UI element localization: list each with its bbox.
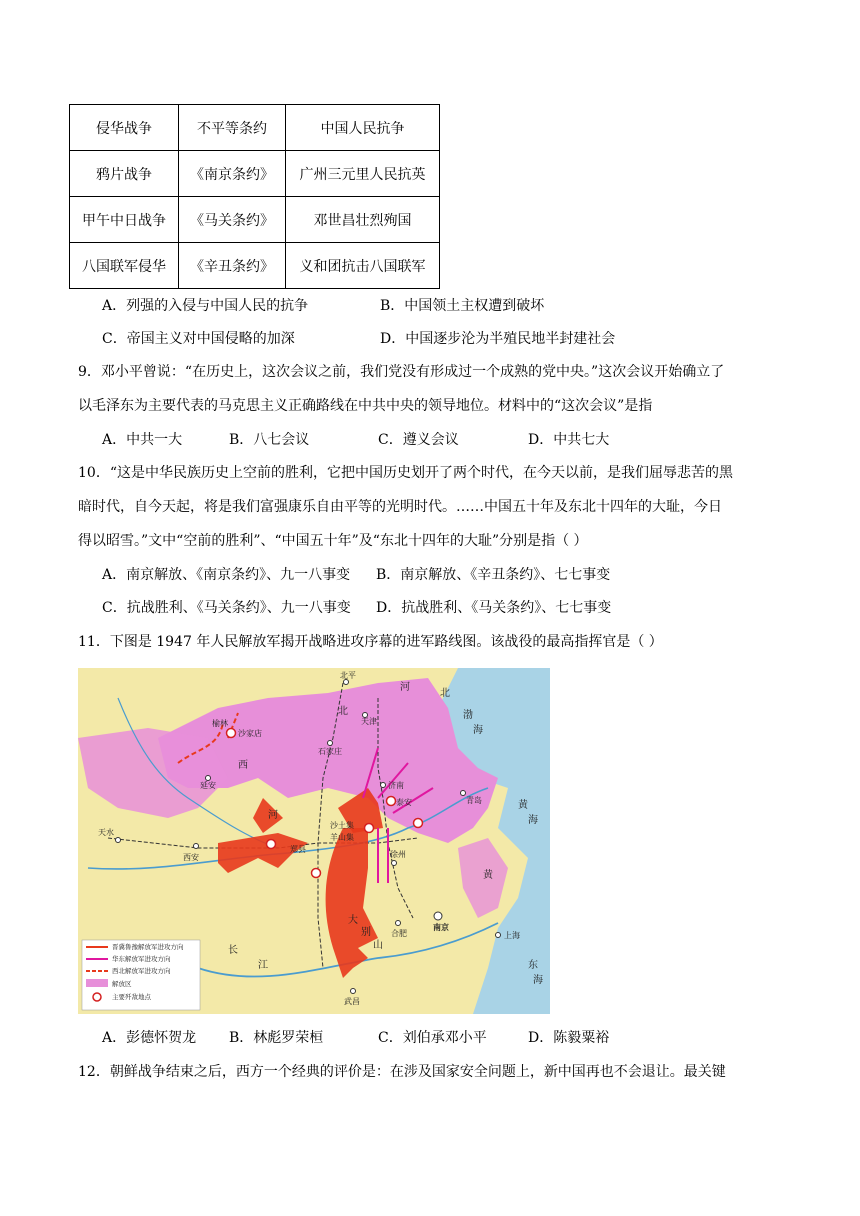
map-label: 长 (228, 945, 238, 956)
table-cell: 广州三元里人民抗英 (286, 151, 440, 197)
city-marker-xian (194, 844, 199, 849)
city-marker-xuzhou (392, 861, 397, 866)
map-label: 西安 (183, 853, 199, 862)
map-label: 山 (373, 940, 383, 951)
legend-battle-icon (93, 993, 101, 1001)
map-label: 北 (440, 688, 450, 699)
table-cell: 《南京条约》 (179, 151, 286, 197)
map-label: 江 (258, 960, 268, 971)
map-label: 青岛 (466, 796, 482, 805)
map-label: 天水 (98, 828, 114, 837)
legend-label: 西北解放军进攻方向 (112, 967, 171, 975)
map-label: 榆林 (212, 719, 228, 728)
battle-marker-east (414, 819, 423, 828)
map-label: 黄 (518, 800, 528, 811)
map-label: 济南 (388, 781, 404, 790)
map-label: 别 (361, 927, 371, 938)
table-header-cell: 侵华战争 (70, 105, 179, 151)
map-label: 北 (338, 706, 348, 717)
map-label: 沙家店 (238, 729, 262, 738)
city-marker-beiping (344, 680, 349, 685)
legend-label: 晋冀鲁豫解放军进攻方向 (112, 943, 184, 951)
map-label: 西 (238, 760, 248, 771)
map-label: 合肥 (391, 929, 407, 938)
q10-option-c[interactable]: C．抗战胜利、《马关条约》、九一八事变 (102, 600, 351, 616)
table-cell: 《辛丑条约》 (179, 243, 286, 289)
comparison-table (69, 104, 440, 289)
table-cell: 甲午中日战争 (70, 197, 179, 243)
map-label: 沙土集 (330, 821, 354, 830)
table-header-row (70, 105, 440, 151)
q9-stem-line-1: 9．邓小平曾说：“在历史上，这次会议之前，我们党没有形成过一个成熟的党中央。”这次会议开始确立了 (78, 364, 725, 380)
battle-marker-taian (387, 797, 396, 806)
city-marker-yanan (206, 776, 211, 781)
q10-option-b[interactable]: B．南京解放、《辛丑条约》、七七事变 (376, 567, 611, 583)
q11-option-c[interactable]: C．刘伯承邓小平 (378, 1030, 487, 1046)
q8-option-c[interactable]: C．帝国主义对中国侵略的加深 (102, 331, 295, 347)
q9-option-a[interactable]: A．中共一大 (102, 432, 183, 448)
table-cell: 八国联军侵华 (70, 243, 179, 289)
map-label: 上海 (504, 931, 520, 940)
city-marker-shanghai (496, 933, 501, 938)
city-marker-wuchang (351, 989, 356, 994)
campaign-map-svg (78, 668, 550, 1014)
q10-option-a[interactable]: A．南京解放、《南京条约》、九一八事变 (102, 567, 351, 583)
city-marker-jinan (381, 783, 386, 788)
q10-option-d[interactable]: D．抗战胜利、《马关条约》、七七事变 (376, 600, 612, 616)
map-label: 海 (528, 815, 538, 826)
table-header-cell: 不平等条约 (179, 105, 286, 151)
table-row (70, 151, 440, 197)
q8-option-d[interactable]: D．中国逐步沦为半殖民地半封建社会 (380, 331, 616, 347)
table-cell: 邓世昌壮烈殉国 (286, 197, 440, 243)
table-row (70, 243, 440, 289)
q11-option-b[interactable]: B．林彪罗荣桓 (229, 1030, 324, 1046)
map-label: 徐州 (390, 850, 406, 859)
campaign-map (78, 668, 550, 1014)
map-label: 渤 (463, 710, 473, 721)
map-label: 海 (473, 725, 483, 736)
map-legend (82, 940, 200, 1010)
legend-label: 解放区 (112, 980, 132, 988)
q9-option-c[interactable]: C．遵义会议 (378, 432, 459, 448)
map-label: 延安 (200, 781, 216, 790)
map-label: 河 (268, 810, 278, 821)
legend-label: 主要歼敌地点 (112, 993, 151, 1001)
map-label: 黄 (483, 870, 493, 881)
q11-option-d[interactable]: D．陈毅粟裕 (528, 1030, 610, 1046)
q9-stem-line-2: 以毛泽东为主要代表的马克思主义正确路线在中共中央的领导地位。材料中的“这次会议”是指 (78, 398, 653, 414)
map-label: 郑县 (290, 845, 306, 854)
q10-stem-line-1: 10．“这是中华民族历史上空前的胜利，它把中国历史划开了两个时代，在今天以前，是我们屈辱悲苦的黑 (78, 465, 733, 481)
city-marker-nanjing (434, 912, 442, 920)
table-header-cell: 中国人民抗争 (286, 105, 440, 151)
q11-option-a[interactable]: A．彭德怀贺龙 (102, 1030, 197, 1046)
table-cell: 鸦片战争 (70, 151, 179, 197)
map-label: 北平 (340, 671, 356, 680)
q8-option-b[interactable]: B．中国领土主权遭到破坏 (380, 298, 545, 314)
legend-swatch-liberated (86, 979, 108, 987)
map-label: 河 (400, 682, 410, 693)
city-marker-hefei (396, 921, 401, 926)
q9-option-d[interactable]: D．中共七大 (528, 432, 610, 448)
map-label: 泰安 (396, 798, 412, 807)
battle-marker-shatuji (365, 824, 374, 833)
map-label: 南京 (433, 923, 449, 932)
map-label: 东 (528, 960, 538, 971)
map-label: 羊山集 (330, 833, 354, 842)
table-cell: 《马关条约》 (179, 197, 286, 243)
q8-option-a[interactable]: A．列强的入侵与中国人民的抗争 (102, 298, 309, 314)
battle-marker-south (312, 869, 321, 878)
q11-stem-line-1: 11．下图是 1947 年人民解放军揭开战略进攻序幕的进军路线图。该战役的最高指挥官是（ ） (78, 634, 663, 650)
city-marker-tianshui (116, 838, 121, 843)
map-label: 天津 (361, 717, 377, 726)
map-label: 石家庄 (318, 747, 342, 756)
q10-stem-line-3: 得以昭雪。”文中“空前的胜利”、“中国五十年”及“东北十四年的大耻”分别是指（ ） (78, 533, 588, 549)
table-cell: 义和团抗击八国联军 (286, 243, 440, 289)
map-label: 武昌 (344, 997, 360, 1006)
q9-option-b[interactable]: B．八七会议 (229, 432, 310, 448)
q12-stem-line-1: 12．朝鲜战争结束之后，西方一个经典的评价是：在涉及国家安全问题上，新中国再也不会退让。最关键 (78, 1064, 726, 1080)
legend-label: 华东解放军进攻方向 (112, 955, 171, 963)
city-marker-qingdao (461, 791, 466, 796)
map-label: 海 (533, 975, 543, 986)
table-row (70, 197, 440, 243)
battle-marker-zhengxian (267, 840, 276, 849)
map-label: 大 (348, 915, 358, 926)
q10-stem-line-2: 暗时代，自今天起，将是我们富强康乐自由平等的光明时代。……中国五十年及东北十四年的大耻，今日 (78, 499, 722, 515)
city-marker-shijiazhuang (328, 741, 333, 746)
battle-marker-shajiadian (227, 729, 236, 738)
